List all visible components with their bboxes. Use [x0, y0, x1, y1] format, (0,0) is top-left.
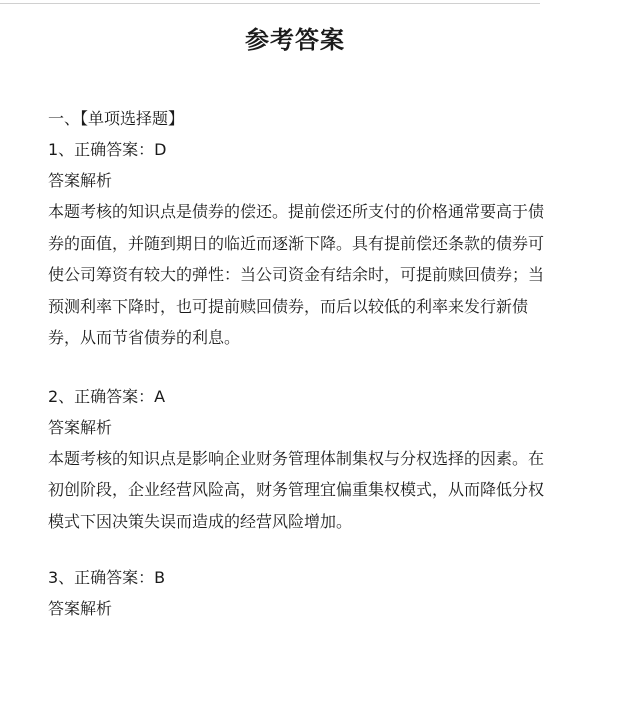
answer-line-2: 2、正确答案：A — [48, 386, 166, 406]
answer-line-3: 3、正确答案：B — [48, 568, 166, 587]
analysis-label-2: 答案解析 — [48, 417, 113, 437]
top-divider — [0, 3, 540, 4]
explanation-1: 本题考核的知识点是债券的偿还。提前偿还所支付的价格通常要高于债券的面值，并随到期日的临近而逐渐下降。具有提前偿还条款的债券可使公司筹资有较大的弹性：当公司资金有结余时，可提前赎回债券；当预测利率下降时，也可提前赎回债券，而后以较低的利率来发行新债券，从而节省债券的利息。 — [48, 202, 545, 347]
explanation-2: 本题考核的知识点是影响企业财务管理体制集权与分权选择的因素。在初创阶段，企业经营风险高，财务管理宜偏重集权模式，从而降低分权模式下因决策失误而造成的经营风险增加。 — [48, 448, 545, 531]
page-title: 参考答案 — [245, 26, 345, 54]
section-heading: 一、【单项选择题】 — [48, 109, 185, 128]
analysis-label-3: 答案解析 — [48, 599, 113, 618]
answer-line-1: 1、正确答案：D — [48, 140, 167, 159]
analysis-label-1: 答案解析 — [48, 171, 113, 190]
answer-content — [48, 108, 548, 629]
